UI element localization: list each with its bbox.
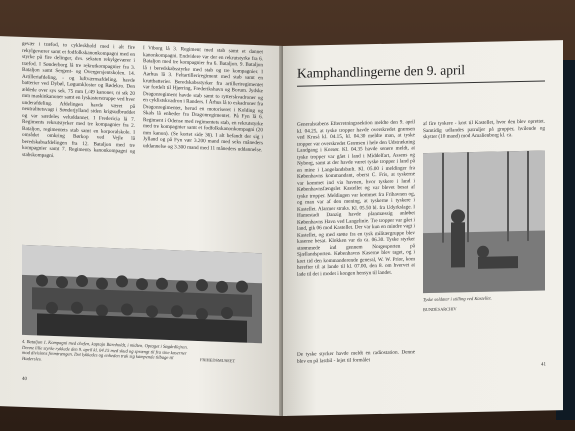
- left-col2-text: I Viborg lå 3. Regiment med stab samt et dannet kanonkompagni. Endvidere var der en rekrutstyrke fra 6. Bataljon med tre kompagnier fra 6. Bataljon. 9. Bataljon lå i beredskabsstyrke med stab og tre kompagnier. I Aarhus lå 3. Feltartilleriregiment med stab samt en kruttbatterier. Beredskabsstyrker fra artilleriregimentet var fordelt til Hjørring, Frederikshavn og Borum. Jydske Dragonregiment havde stab samt to rytterskvadroner og en cyklistskvadron i Randers. I Århus lå to eskadroner fra Dragonregimentet, herud en motoriseret i Kolding og Skals lå enheder fra Dragonregimentet. På Fyn lå 6. Regiment i Odense med regimentets stab, en rekrutstyrke med tre kompagnier samt et fodfolkskanonkompagni (20 mm kanon). (Se kortet side 36). I alt befandt der sig i Jylland og på Fyn vær 3.200 mand med seks måneders uddannelse og 3.300 mand med 11 måneders uddannelse.: [143, 45, 263, 153]
- left-photo-credit: FRIHEDSMUSEET: [200, 357, 236, 364]
- left-photo-caption: 4. Bataljon 1. Kompagni med chefen, kaptajn Barnholdt, i midten. Optaget i Søgårdlejren. Denne lille styrke rykkede den 9. april kl. 04.15 med skud og sprængt til fra sine kaserner mod divisions fremtrængen. Det lykkedes og enheden trak sig kampende tilbage til Haderslev.: [22, 338, 188, 362]
- right-page-number: 41: [541, 362, 546, 368]
- title-rule: [297, 81, 545, 87]
- soldiers-in-position-illustration: [423, 151, 545, 294]
- right-col2-text: af fire tyskere - kort til Kastellet, hvor den blev oprettet. Samtidig udlandes patruljer på grupper, hvilende og skytter (10 mand) mod Amalienborg kl. ca.: [423, 118, 545, 141]
- battalion-photo: [22, 245, 262, 343]
- left-page: [0, 36, 283, 416]
- right-col1-text: Generalstabens Efterretningssektion meldte den 9. april kl. 04.25, at tyske tropper havde overskredet grænsen ved Krusá kl. 04.15, kl. 04.30 meldte man, at tyske tropper var overskredet Grænsen i hele den Udstrækning Landgang i Korsør. Kl. 04.35 havde senere meldt, at tyske tropper var gået i land i Middelfart, Assens og Nyborg, samt at der havde været tyske tropper i land på en mine i Langelandsbælt. Kl. 05.00 i meldinger fra Københavns kommandant, oberst C. Fris, at tyskerne var kommet ind via havnen, hvor tyskere i land i Københavnsfængslet Kastellet og var blevet besat af tyske tropper. Meldingen var kommet fra Frihavnen og, og man var af den mening, at tyskerne i tyskere i Kastellet. Alarmer straks. Kl. 05.50 bl. fra Udyrkslage. I Hamestadt Danzig havde planmæssig anløbet Københavns Havn ved Langelinie. Tre tropper var gået i land, gik 06 mod Kastellet. Der var kun en mindre vagt i Kastellet, og med støtte fra en tysk militærgruppe blev kaserne besat. Klokken var da ca. 06.30. Tyske styrker strømmede ind gennem Norgesporten på Sjællandsporten. Københavns Kaserne blev taget, og i kort tid den kommanderende general, W. W. Prior, kom herefter til at lande til kl. 07.00, den 8. om hvervet at lade til det i modet i kongen hensyn til landet.: [297, 119, 415, 278]
- chapter-title: Kamphandlingerne den 9. april: [297, 62, 465, 81]
- left-page-number: 40: [22, 376, 27, 383]
- right-photo-caption: Tyske soldater i stilling ved Kastellet.: [423, 295, 492, 303]
- kastellet-photo: [423, 151, 545, 294]
- right-page: [283, 40, 563, 416]
- right-photo-credit: BUNDESARCHIV: [423, 306, 457, 313]
- open-book: [0, 40, 575, 416]
- right-col1-tail: De tyske styrker havde meldt en radiostation. Denne blev en på lastbil - lejet til formålet: [297, 349, 415, 365]
- soldiers-illustration: [22, 245, 262, 343]
- left-col1-text: gevær i træfod, to cykleskhold med i alt fire rekylgeværer samt et fodfolkskanonkompagni med en styrke på fire delinger, dvs. seksten rekylgeværer i træfod. I Sønderborg lå tre rekrutkompagnier fra 3. Bataljon samt Sergent- og Overgersjentskolen. 14. Artilleriafdeling, - og luftværnsafdeling, havde batterier ved Dybøl, Løgumkloster og Rødekro. Den ældede over sys sek. 75 mm L/49 kanoner, ni stk 20 mm maskinkanoner samt en lyskasterstruppe ved hver underafdeling. Afdelingen havde været på neutralitetsvagt i Sønderjylland siden krigsudbruddet og var særdeles veluddannet. I Fredericia lå 7. Regiments rekrutstyrker med tre kompagnier fra 2. Bataljon, regimentets stab samt en korporalskole. I området omkring Børkop ved Vejle lå beredskabsafdelingen fra 12. Bataljon med tre kompagnier samt 7. Regiments kanonkompagni og stabskompagni.: [22, 40, 135, 159]
